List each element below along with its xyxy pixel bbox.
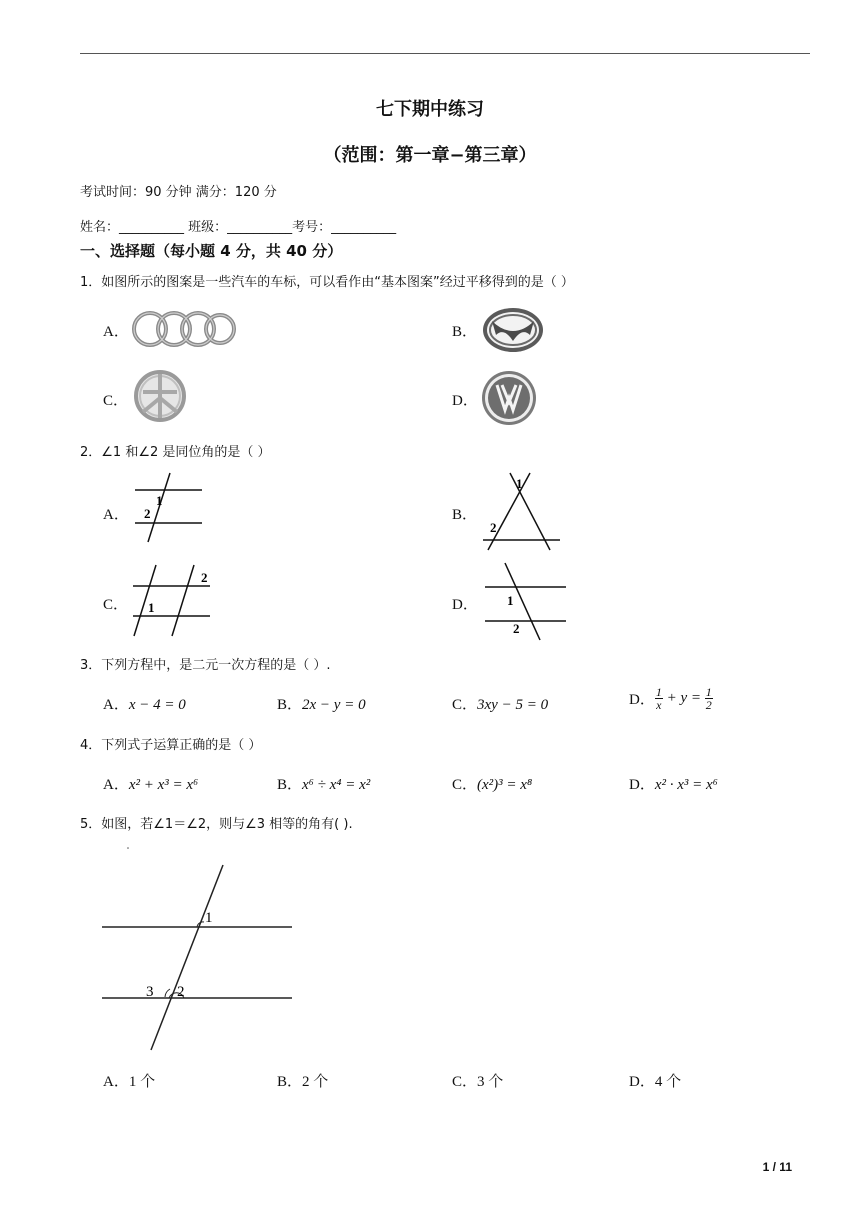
q2-option-c-label: C．: [103, 597, 129, 613]
q3-option-b-text: 2x − y = 0: [302, 697, 366, 713]
angle-label-2: 2: [201, 570, 208, 585]
q4-option-a-label: A．: [103, 777, 129, 793]
exam-info: 考试时间：90 分钟 满分：120 分: [80, 185, 277, 200]
q2-figure-d: [480, 560, 570, 642]
angle-label-2: 2: [490, 520, 497, 535]
q4-option-d-text: x² · x³ = x⁶: [654, 777, 718, 793]
q4-option-b-label: B．: [277, 777, 303, 793]
q1-option-c-label: C．: [103, 393, 129, 409]
q1-option-a-label: A．: [103, 324, 129, 340]
question-5-stem: 5．如图，若∠1＝∠2，则与∠3 相等的角有( ).: [80, 817, 353, 832]
angle-label-2: 2: [177, 984, 185, 1000]
q4-option-a: [103, 773, 198, 794]
header-rule: [80, 53, 810, 54]
angle-label-3: 3: [146, 984, 154, 1000]
q3-option-b: [277, 693, 366, 714]
angle-label-1: 1: [148, 600, 155, 615]
q5-option-c: C．3 个: [452, 1074, 504, 1090]
q3-option-a: [103, 693, 186, 714]
q2-option-a-label: A．: [103, 507, 129, 523]
q2-figure-b: [480, 470, 565, 552]
audi-logo-icon: [130, 308, 234, 350]
angle-label-2: 2: [144, 506, 151, 521]
question-4-stem: 4．下列式子运算正确的是（ ）: [80, 738, 262, 753]
page-title: 七下期中练习: [376, 99, 484, 120]
q4-option-b-text: x⁶ ÷ x⁴ = x²: [302, 777, 371, 793]
q5-option-a: A．1 个: [103, 1074, 156, 1090]
q3-option-a-text: x − 4 = 0: [128, 697, 186, 713]
question-3-stem: 3．下列方程中，是二元一次方程的是（ ）.: [80, 658, 331, 673]
angle-label-2: 2: [513, 621, 520, 636]
q4-option-c-label: C．: [452, 777, 478, 793]
angle-label-1: 1: [507, 593, 514, 608]
q2-figure-c: [128, 560, 218, 640]
q3-option-d-label: D．: [629, 692, 655, 708]
q2-figure-a: [130, 470, 210, 548]
q3-option-c-label: C．: [452, 697, 478, 713]
angle-label-1: 1: [205, 910, 213, 926]
q5-figure: [100, 845, 300, 1055]
q4-option-b: [277, 773, 370, 794]
angle-label-1: 1: [516, 476, 523, 491]
page-number: 1 / 11: [762, 1160, 792, 1174]
angle-label-1: 1: [156, 493, 163, 508]
q1-option-b-label: B．: [452, 324, 478, 340]
q5-option-b: B．2 个: [277, 1074, 329, 1090]
question-1-stem: 1．如图所示的图案是一些汽车的车标，可以看作由“基本图案”经过平移得到的是（ ）: [80, 275, 574, 290]
q2-option-b-label: B．: [452, 507, 478, 523]
page-subtitle: （范围：第一章−第三章）: [323, 145, 537, 166]
student-info-line: 姓名：__________ 班级：__________考号：__________: [80, 220, 397, 235]
question-2-stem: 2．∠1 和∠2 是同位角的是（ ）: [80, 445, 271, 460]
q3-option-b-label: B．: [277, 697, 303, 713]
section-heading: 一、选择题（每小题 4 分，共 40 分）: [80, 242, 343, 260]
q4-option-d-label: D．: [629, 777, 655, 793]
wheel-logo-icon: [131, 370, 191, 422]
q4-option-c: [452, 773, 532, 794]
q4-option-c-text: (x²)³ = x⁸: [477, 777, 533, 793]
q2-option-d-label: D．: [452, 597, 478, 613]
volkswagen-logo-icon: [480, 370, 540, 426]
q4-option-d: [629, 773, 718, 794]
q3-option-c: [452, 693, 548, 714]
q4-option-a-text: x² + x³ = x⁶: [128, 777, 199, 793]
q3-option-c-text: 3xy − 5 = 0: [477, 697, 549, 713]
q1-option-d-label: D．: [452, 393, 478, 409]
fraction-1-over-x: $\frac{1}{x}$: [655, 685, 662, 712]
fraction-1-over-2: $\frac{1}{2}$: [705, 685, 712, 712]
q3-option-a-label: A．: [103, 697, 129, 713]
mazda-logo-icon: [480, 305, 546, 355]
q5-option-d: D．4 个: [629, 1074, 682, 1090]
q3-option-d-mid: + y =: [662, 690, 705, 706]
q3-option-d: [629, 686, 713, 711]
